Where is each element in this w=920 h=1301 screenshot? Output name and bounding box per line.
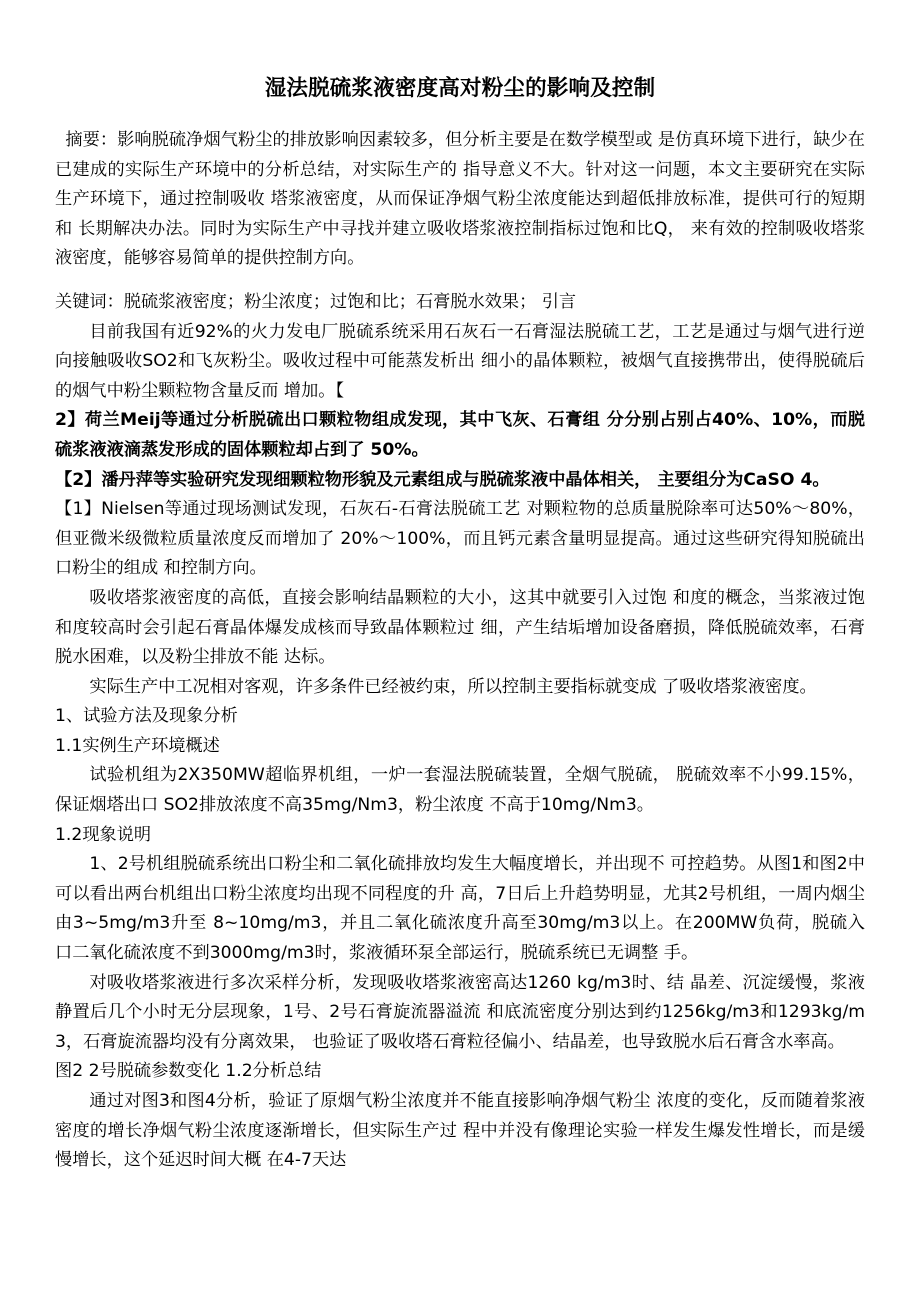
section-heading-1: 1、试验方法及现象分析	[55, 706, 238, 727]
abstract-paragraph: 摘要：影响脱硫净烟气粉尘的排放影响因素较多，但分析主要是在数学模型或 是仿真环境下进行，缺少在已建成的实际生产环境中的分析总结，对实际生产的 指导意义不大。针对这一问题，本文主要研究在实际生产环境下，通过控制吸收 塔浆液密度，从而保证净烟气粉尘浓度能达到超低排放标准，提供可行的短期和 长期解决办法。同时为实际生产中寻找并建立吸收塔浆液控制指标过饱和比Q， 来有效的控制吸收塔浆液密度，能够容易简单的提供控制方向。	[55, 130, 865, 269]
supersaturation-paragraph: 吸收塔浆液密度的高低，直接会影响结晶颗粒的大小，这其中就要引入过饱 和度的概念，当浆液过饱和度较高时会引起石膏晶体爆发成核而导致晶体颗粒过 细，产生结垢增加设备磨损，降低脱硫效率，石膏脱水困难，以及粉尘排放不能 达标。	[55, 587, 865, 668]
page-title: 湿法脱硫浆液密度高对粉尘的影响及控制	[264, 76, 656, 101]
analysis-summary-paragraph: 通过对图3和图4分析，验证了原烟气粉尘浓度并不能直接影响净烟气粉尘 浓度的变化，反而随着浆液密度的增长净烟气粉尘浓度逐渐增长，但实际生产过 程中并没有像理论实验一样发生爆发性增长，而是缓慢增长，这个延迟时间大概 在4-7天达	[55, 1091, 865, 1171]
sampling-analysis-paragraph: 对吸收塔浆液进行多次采样分析，发现吸收塔浆液密高达1260 kg/m3时、结 晶差、沉淀缓慢，浆液静置后几个小时无分层现象，1号、2号石膏旋流器溢流 和底流密度分别达到约1256kg/m3和1293kg/m3，石膏旋流器均没有分离效果， 也验证了吸收塔石膏粒径偏小、结晶差，也导致脱水后石膏含水率高。	[55, 972, 865, 1052]
citation-pandanping-paragraph: 【2】潘丹萍等实验研究发现细颗粒物形貌及元素组成与脱硫浆液中晶体相关， 主要组分为CaSO 4。	[55, 469, 830, 490]
unit-description-paragraph: 试验机组为2X350MW超临界机组，一炉一套湿法脱硫装置，全烟气脱硫， 脱硫效率不小99.15%，保证烟塔出口 SO2排放浓度不高35mg/Nm3，粉尘浓度 不高于10mg/Nm3。	[55, 765, 865, 816]
section-heading-1-1: 1.1实例生产环境概述	[55, 735, 220, 756]
figure-caption: 图2 2号脱硫参数变化 1.2分析总结	[55, 1061, 322, 1082]
citation-meij-paragraph: 2】荷兰Meij等通过分析脱硫出口颗粒物组成发现，其中飞灰、石膏组 分分别占别占40%、10%，而脱硫浆液液滴蒸发形成的固体颗粒却占到了 50%。	[55, 410, 865, 460]
actual-production-paragraph: 实际生产中工况相对客观，许多条件已经被约束，所以控制主要指标就变成 了吸收塔浆液密度。	[89, 676, 817, 697]
introduction-paragraph: 目前我国有近92%的火力发电厂脱硫系统采用石灰石一石膏湿法脱硫工艺，工艺是通过与烟气进行逆向接触吸收SO2和飞灰粉尘。吸收过程中可能蒸发析出 细小的晶体颗粒，被烟气直接携带出，使得脱硫后的烟气中粉尘颗粒物含量反而 增加。【	[55, 321, 865, 401]
document-body	[55, 126, 865, 1176]
section-heading-1-2: 1.2现象说明	[55, 824, 152, 845]
keywords-line: 关键词：脱硫浆液密度；粉尘浓度；过饱和比；石膏脱水效果； 引言	[55, 291, 577, 312]
phenomenon-paragraph: 1、2号机组脱硫系统出口粉尘和二氧化硫排放均发生大幅度增长，并出现不 可控趋势。从图1和图2中可以看出两台机组出口粉尘浓度均出现不同程度的升 高，7日后上升趋势明显，尤其2号机组，一周内烟尘由3~5mg/m3升至 8~10mg/m3，并且二氧化硫浓度升高至30mg/m3以上。在200MW负荷，脱硫入 口二氧化硫浓度不到3000mg/m3时，浆液循环泵全部运行，脱硫系统已无调整 手。	[55, 854, 865, 964]
citation-nielsen-paragraph: 【1】Nielsen等通过现场测试发现，石灰石-石膏法脱硫工艺 对颗粒物的总质量脱除率可达50%～80%，但亚微米级微粒质量浓度反而增加了 20%～100%，而且钙元素含量明显提高。通过这些研究得知脱硫出口粉尘的组成 和控制方向。	[55, 499, 865, 579]
